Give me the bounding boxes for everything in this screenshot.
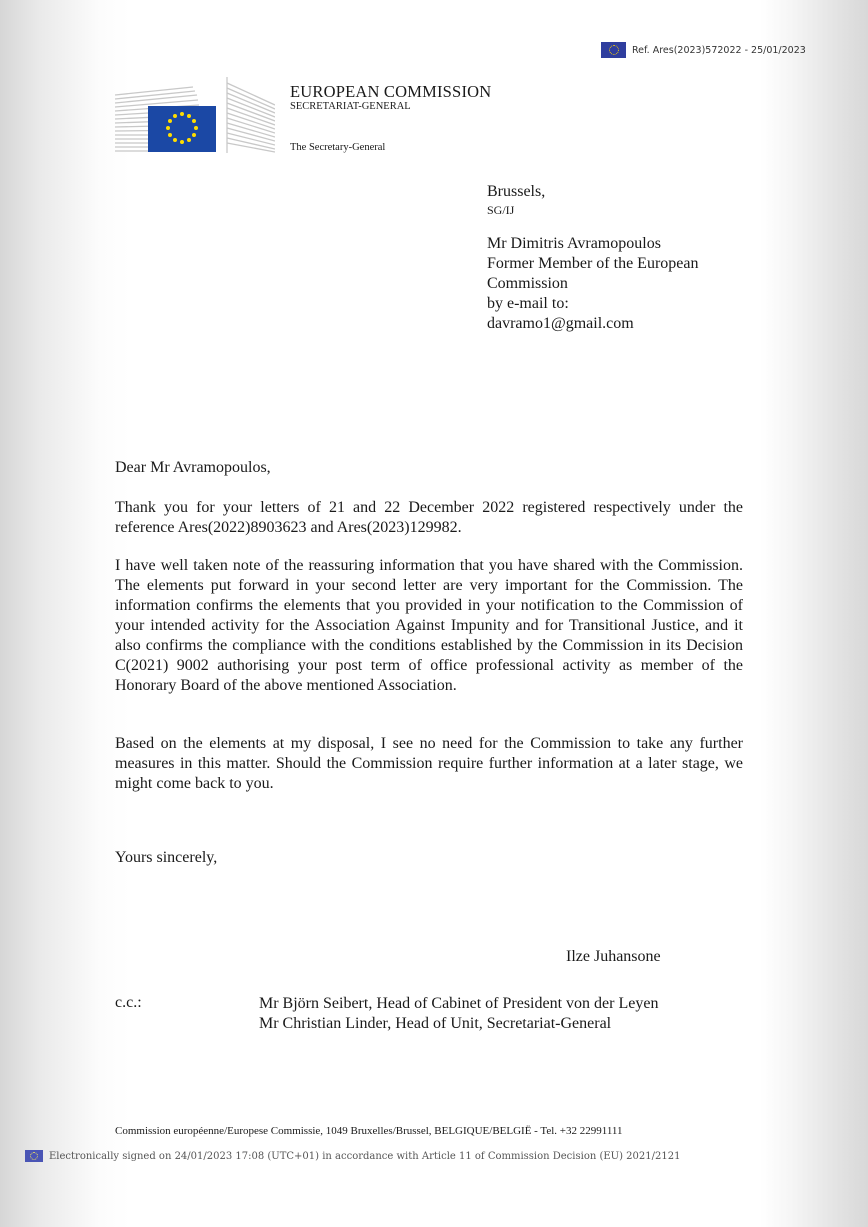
paragraph-2: I have well taken note of the reassuring information that you have shared with the Commission. The elements put forward in your second letter are very important for the Commission. The information confirms the elements that you provided in your notification to the Commission of your intended activity for the Association Against Impunity and for Transitional Justice, and it also confirms the compliance with the conditions established by the Commission in its Decision C(2021) 9002 authorising your post term of office professional activity as member of the Honorary Board of the above mentioned Association. [115, 557, 743, 694]
electronic-signature [25, 1150, 680, 1162]
office-name: The Secretary-General [290, 142, 386, 153]
registration-reference [601, 42, 806, 58]
organization-name: EUROPEAN COMMISSION [290, 82, 492, 101]
recipient-line: by e-mail to: [487, 295, 569, 312]
paragraph-3: Based on the elements at my disposal, I see no need for the Commission to take any further measures in this matter. Should the Commission require further information at a later stage, we might come back to you. [115, 735, 743, 792]
paragraph-1: Thank you for your letters of 21 and 22 December 2022 registered respectively under the reference Ares(2022)8903623 and Ares(2023)129982. [115, 499, 743, 536]
closing: Yours sincerely, [115, 849, 218, 866]
eu-flag-icon [25, 1150, 43, 1162]
reference-code: SG/IJ [487, 203, 515, 217]
signatory-name: Ilze Juhansone [566, 948, 661, 965]
salutation: Dear Mr Avramopoulos, [115, 459, 271, 476]
cc-label: c.c.: [115, 994, 142, 1011]
cc-recipient: Mr Christian Linder, Head of Unit, Secretariat-General [259, 1015, 612, 1032]
cc-recipient: Mr Björn Seibert, Head of Cabinet of President von der Leyen [259, 995, 659, 1012]
address-block [487, 182, 698, 334]
eu-commission-logo-icon [115, 75, 275, 153]
recipient-email: davramo1@gmail.com [487, 315, 634, 332]
place-date: Brussels, [487, 183, 546, 200]
recipient-line: Mr Dimitris Avramopoulos [487, 235, 661, 252]
eu-flag-icon [601, 42, 626, 58]
reference-text: Ref. Ares(2023)572022 - 25/01/2023 [632, 44, 806, 56]
recipient-line: Former Member of the European [487, 255, 699, 272]
recipient-line: Commission [487, 275, 568, 292]
department-name: SECRETARIAT-GENERAL [290, 101, 411, 112]
footer-address: Commission européenne/Europese Commissie, 1049 Bruxelles/Brussel, BELGIQUE/BELGIË - Tel. +32 22991111 [115, 1125, 623, 1137]
electronic-signature-text: Electronically signed on 24/01/2023 17:08 (UTC+01) in accordance with Article 11 of Commission Decision (EU) 2021/2121 [49, 1150, 681, 1162]
cc-list [259, 994, 658, 1034]
